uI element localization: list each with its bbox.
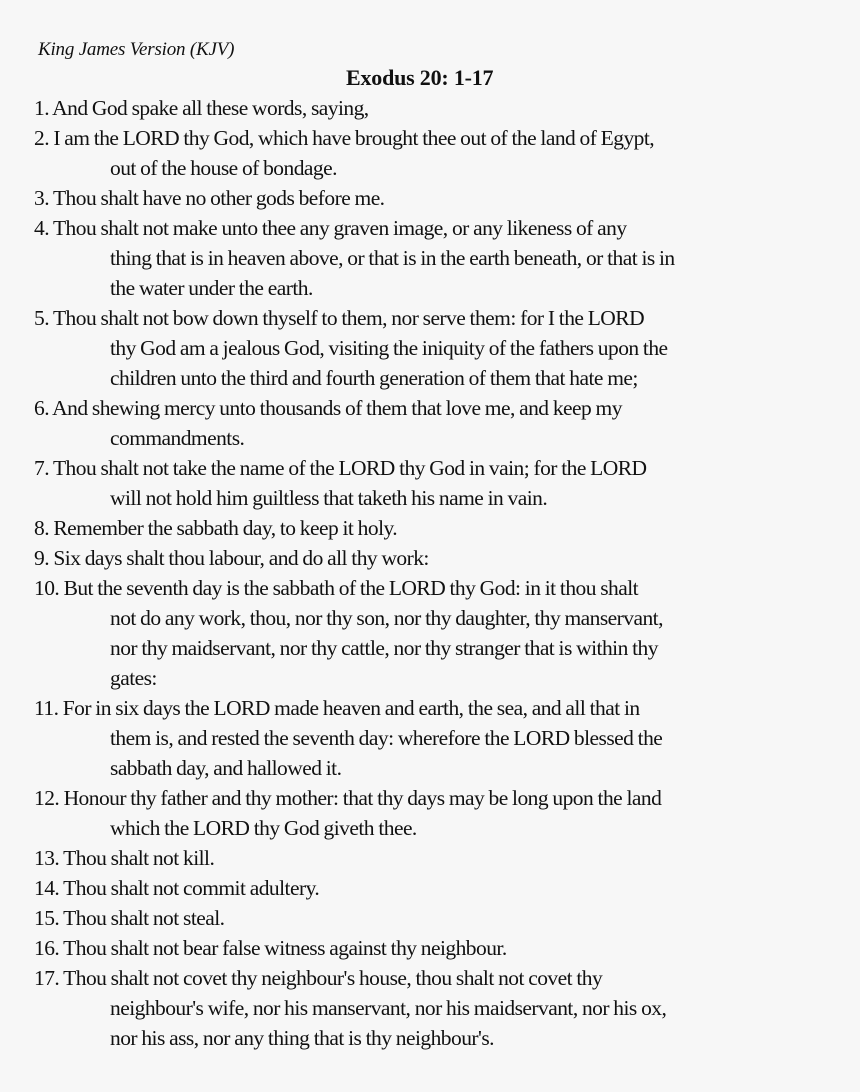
verse-line xyxy=(34,93,834,123)
verse-number: 15. xyxy=(34,906,60,930)
verse-14 xyxy=(34,873,834,903)
verse-line xyxy=(34,183,834,213)
version-label: King James Version (KJV) xyxy=(38,39,235,60)
verse-continuation: commandments. xyxy=(110,426,245,450)
verse-continuation: out of the house of bondage. xyxy=(110,156,337,180)
verse-list xyxy=(34,93,834,1053)
verse-text: And God spake all these words, saying, xyxy=(52,96,369,120)
verse-continuation: neighbour's wife, nor his manservant, nor his maidservant, nor his ox, xyxy=(110,996,667,1020)
verse-line xyxy=(34,903,834,933)
verse-number: 13. xyxy=(34,846,60,870)
verse-1 xyxy=(34,93,834,123)
verse-text: Thou shalt not make unto thee any graven image, or any likeness of any xyxy=(52,216,627,240)
verse-8 xyxy=(34,513,834,543)
verse-line xyxy=(34,963,834,993)
passage-title: Exodus 20: 1-17 xyxy=(346,65,494,90)
verse-continuation: nor his ass, nor any thing that is thy neighbour's. xyxy=(110,1026,494,1050)
verse-line xyxy=(34,783,834,813)
verse-number: 5. xyxy=(34,306,50,330)
verse-text: Thou shalt not covet thy neighbour's house, thou shalt not covet thy xyxy=(63,966,603,990)
verse-number: 6. xyxy=(34,396,50,420)
verse-line xyxy=(34,513,834,543)
verse-continuation: thy God am a jealous God, visiting the iniquity of the fathers upon the xyxy=(110,336,668,360)
verse-2 xyxy=(34,123,834,183)
verse-number: 8. xyxy=(34,516,50,540)
verse-continuation: gates: xyxy=(110,666,157,690)
verse-number: 17. xyxy=(34,966,60,990)
verse-6 xyxy=(34,393,834,453)
verse-text: Thou shalt not kill. xyxy=(63,846,215,870)
verse-line xyxy=(34,933,834,963)
verse-text: For in six days the LORD made heaven and earth, the sea, and all that in xyxy=(62,696,640,720)
verse-text: And shewing mercy unto thousands of them that love me, and keep my xyxy=(52,396,622,420)
verse-text: Thou shalt have no other gods before me. xyxy=(52,186,385,210)
verse-line xyxy=(34,213,834,243)
verse-continuation: not do any work, thou, nor thy son, nor thy daughter, thy manservant, xyxy=(110,606,663,630)
verse-continuation: nor thy maidservant, nor thy cattle, nor thy stranger that is within thy xyxy=(110,636,658,660)
verse-line xyxy=(34,873,834,903)
verse-3 xyxy=(34,183,834,213)
verse-continuation: sabbath day, and hallowed it. xyxy=(110,756,342,780)
verse-text: Thou shalt not steal. xyxy=(63,906,225,930)
verse-text: Thou shalt not bear false witness against thy neighbour. xyxy=(63,936,507,960)
verse-continuation: will not hold him guiltless that taketh his name in vain. xyxy=(110,486,548,510)
verse-number: 16. xyxy=(34,936,60,960)
verse-5 xyxy=(34,303,834,393)
verse-line xyxy=(34,123,834,153)
verse-number: 1. xyxy=(34,96,50,120)
verse-line xyxy=(34,843,834,873)
verse-text: Honour thy father and thy mother: that thy days may be long upon the land xyxy=(63,786,662,810)
verse-number: 3. xyxy=(34,186,50,210)
verse-line xyxy=(34,543,834,573)
verse-text: But the seventh day is the sabbath of the LORD thy God: in it thou shalt xyxy=(63,576,639,600)
verse-number: 2. xyxy=(34,126,50,150)
verse-number: 11. xyxy=(34,696,59,720)
verse-text: I am the LORD thy God, which have brought thee out of the land of Egypt, xyxy=(53,126,655,150)
verse-16 xyxy=(34,933,834,963)
verse-continuation: children unto the third and fourth generation of them that hate me; xyxy=(110,366,638,390)
verse-line xyxy=(34,693,834,723)
verse-12 xyxy=(34,783,834,843)
verse-text: Thou shalt not commit adultery. xyxy=(63,876,320,900)
verse-continuation: them is, and rested the seventh day: wherefore the LORD blessed the xyxy=(110,726,663,750)
verse-continuation: thing that is in heaven above, or that is in the earth beneath, or that is in xyxy=(110,246,675,270)
verse-13 xyxy=(34,843,834,873)
verse-line xyxy=(34,303,834,333)
verse-text: Thou shalt not take the name of the LORD thy God in vain; for the LORD xyxy=(52,456,647,480)
verse-number: 7. xyxy=(34,456,50,480)
verse-10 xyxy=(34,573,834,693)
verse-15 xyxy=(34,903,834,933)
verse-number: 4. xyxy=(34,216,50,240)
verse-line xyxy=(34,393,834,423)
verse-continuation: which the LORD thy God giveth thee. xyxy=(110,816,417,840)
verse-17 xyxy=(34,963,834,1053)
verse-number: 14. xyxy=(34,876,60,900)
verse-continuation: the water under the earth. xyxy=(110,276,313,300)
verse-number: 12. xyxy=(34,786,60,810)
verse-text: Remember the sabbath day, to keep it holy. xyxy=(53,516,398,540)
verse-9 xyxy=(34,543,834,573)
verse-7 xyxy=(34,453,834,513)
verse-number: 10. xyxy=(34,576,60,600)
verse-text: Thou shalt not bow down thyself to them, nor serve them: for I the LORD xyxy=(52,306,645,330)
verse-11 xyxy=(34,693,834,783)
verse-line xyxy=(34,573,834,603)
verse-4 xyxy=(34,213,834,303)
verse-text: Six days shalt thou labour, and do all thy work: xyxy=(53,546,429,570)
verse-number: 9. xyxy=(34,546,50,570)
verse-line xyxy=(34,453,834,483)
